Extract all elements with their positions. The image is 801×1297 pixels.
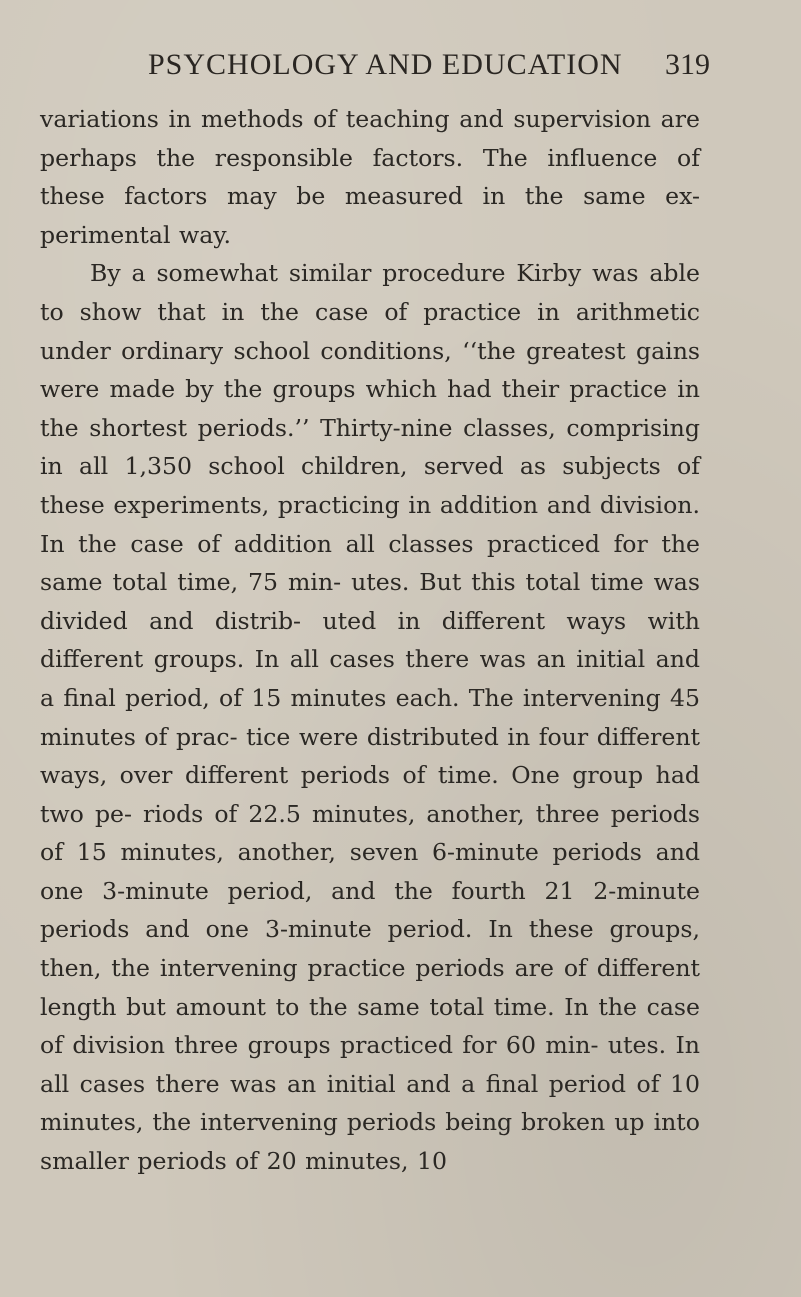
paragraph-kirby: By a somewhat similar procedure Kirby was able to show that in the case of practice in arithmetic under ordinary school conditions, ‘‘the greatest gains were made by the groups which had their practice in the shortest periods.’’ Thirty-nine classes, comprising in all 1,350 school children, served as subjects of these experiments, practicing in addition and division. In the case of addition all classes practiced for the same total time, 75 min- utes. But this total time was divided and distrib- uted in different ways with different groups. In all cases there was an initial and a final period, of 15 minutes each. The intervening 45 minutes of prac- tice were distributed in four different ways, over different periods of time. One group had two pe- riods of 22.5 minutes, another, three periods of 15 minutes, another, seven 6-minute periods and one 3-minute period, and the fourth 21 2-minute periods and one 3-minute period. In these groups, then, the intervening practice periods are of different length but amount to the same total time. In the case of division three groups practiced for 60 min- utes. In all cases there was an initial and a final period of 10 minutes, the intervening periods being broken up into smaller periods of 20 minutes, 10 — [40, 259, 700, 1176]
page-number: 319 — [665, 48, 710, 81]
running-head-title: PSYCHOLOGY AND EDUCATION — [148, 48, 623, 81]
paragraph-continued: variations in methods of teaching and supervision are perhaps the responsible factors. The influence of these factors may be measured in the same ex- perimental way. — [40, 105, 700, 249]
body-text — [40, 100, 700, 1181]
running-head — [140, 48, 710, 88]
